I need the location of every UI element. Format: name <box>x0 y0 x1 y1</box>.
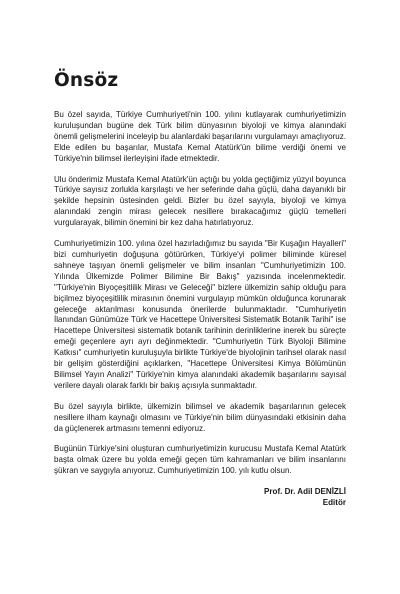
signature-block <box>54 487 346 509</box>
paragraph-issue-contents: Cumhuriyetimizin 100. yılına özel hazırladığımız bu sayıda "Bir Kuşağın Hayalleri" bizi cumhuriyetin doğuşuna götürürken, Türkiye'yi polimer biliminde küresel sahneye taşıyan önemli gelişmeler ve bilim insanları "Cumhuriyetimizin 100. Yılında Ülkemizde Polimer Bilimine Bir Bakış" yazısında incelenmektedir. "Türkiye'nin Biyoçeşitlilik Mirası ve Geleceği" bizlere ülkemizin sahip olduğu para biçilmez biyoçeşitlilik mirasının önemini vurgulayıp mümkün olduğunca korunarak geleceğe aktarılması konusunda önerilerde bulunmaktadır. "Cumhuriyetin İlanından Günümüze Türk ve Hacettepe Üniversitesi Sistematik Botanik Tarihi" ise Hacettepe Üniversitesi sistematik botanik tarihinin derinliklerine inerek bu süreçte emeği geçenlere ayrı ayrı değinmektedir. "Cumhuriyetin Türk Biyoloji Bilimine Katkısı" cumhuriyetin kuruluşuyla birlikte Türkiye'de biyolojinin tarihsel olarak nasıl bir gelişim gösterdiğini açıklarken, "Hacettepe Üniversitesi Kimya Bölümünün Bilimsel Yayın Analizi" Türkiye'nin kimya alanındaki akademik başarılarını sayısal verilere dayalı olarak farklı bir bakış açısıyla sunmaktadır. <box>54 239 346 390</box>
signature-role: Editör <box>322 498 346 508</box>
paragraph-future-hopes: Bu özel sayıyla birlikte, ülkemizin bilimsel ve akademik başarılarının gelecek nesillere ilham kaynağı olmasını ve Türkiye'nin bilim dünyasındaki etkisinin daha da güçlenerek artmasını temenni ediyoruz. <box>54 401 346 433</box>
signature-name: Prof. Dr. Adil DENİZLİ <box>264 487 346 497</box>
paragraph-commemoration: Bugünün Türkiye'sini oluşturan cumhuriyetimizin kurucusu Mustafa Kemal Atatürk başta olmak üzere bu yolda emeği geçen tüm kahramanları ve bilim insanlarını şükran ve saygıyla anıyoruz. Cumhuriyetimizin 100. yılı kutlu olsun. <box>54 444 346 476</box>
paragraph-ataturk-legacy: Ulu önderimiz Mustafa Kemal Atatürk'ün açtığı bu yolda geçtiğimiz yüzyıl boyunca Türkiye sayısız zorlukla karşılaştı ve her seferinde daha güçlü, daha dayanıklı bir şekilde hepsinin üstesinden geldi. Bizler bu özel sayıyla, biyoloji ve kimya alanındaki zengin mirası gelecek nesillere bırakacağımız güçlü temelleri vurgularayak, bilimin önemini bir kez daha hatırlatıyoruz. <box>54 174 346 228</box>
page-title: Önsöz <box>54 70 119 91</box>
paragraph-intro: Bu özel sayıda, Türkiye Cumhuriyeti'nin 100. yılını kutlayarak cumhuriyetimizin kuruluşundan bugüne dek Türk bilim dünyasının biyoloji ve kimya alanındaki önemli gelişmelerini inceleyip bu alanlardaki başarılarını vurgulamayı amaçlıyoruz. Elde edilen bu başarılar, Mustafa Kemal Atatürk'ün bilime verdiği önemi ve Türkiye'nin bilimsel ilerleyişini ifade etmektedir. <box>54 110 346 163</box>
